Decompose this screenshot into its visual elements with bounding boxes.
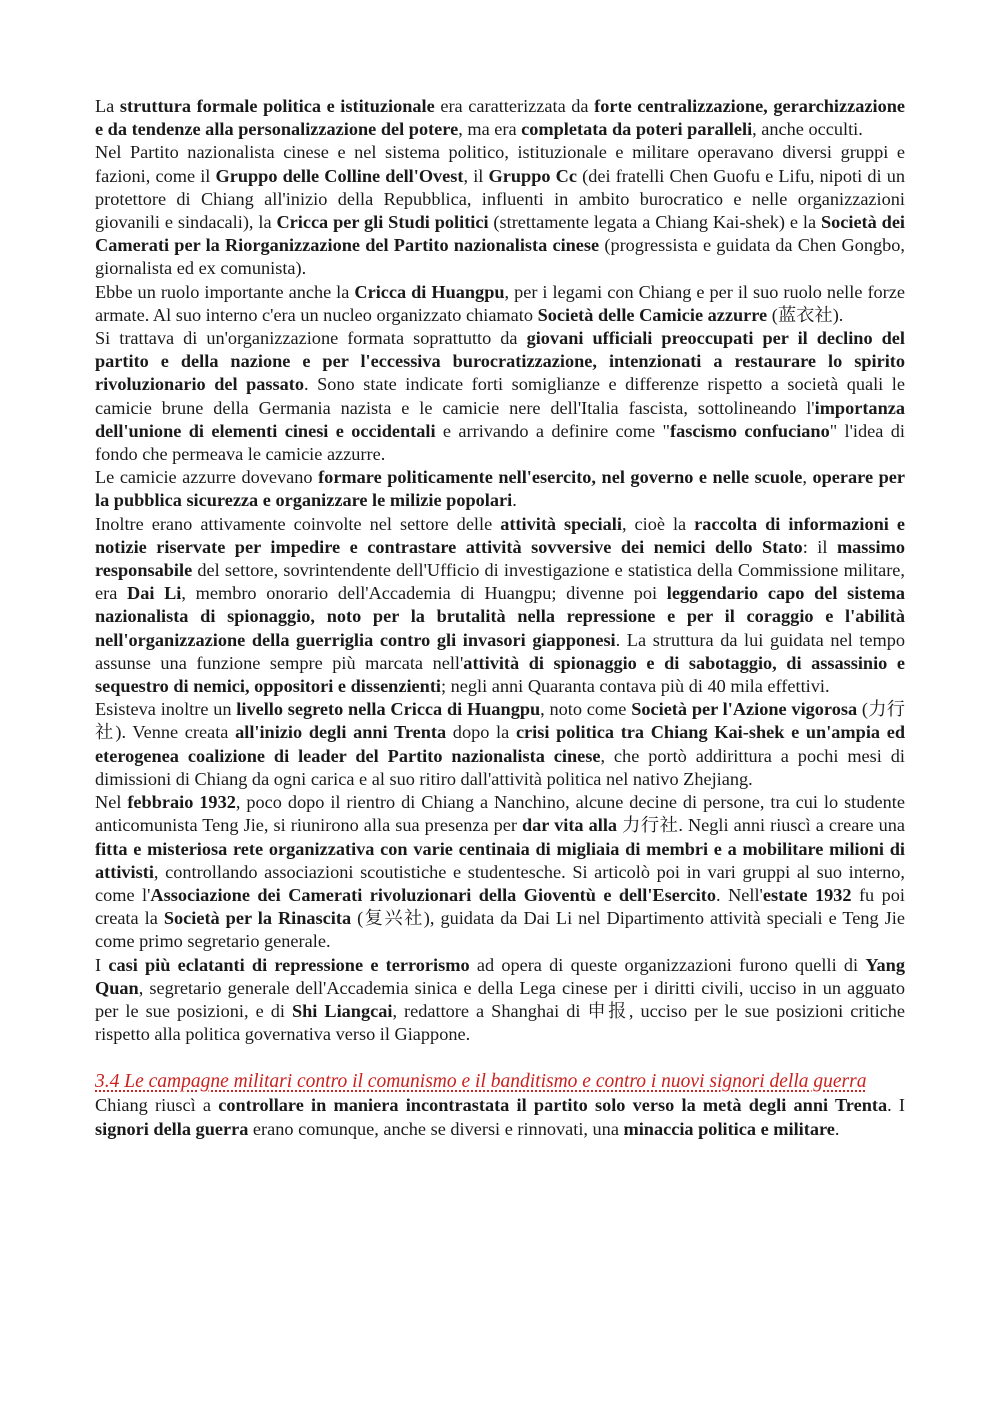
text-run: ; negli anni Quaranta contava più di 40 mila effettivi. <box>441 676 830 697</box>
bold-text-run: Società delle Camicie azzurre <box>537 304 768 325</box>
paragraph <box>95 791 905 953</box>
bold-text-run: all'inizio degli anni Trenta <box>235 722 447 743</box>
bold-text-run: fitta e misteriosa rete organizzativa con varie centinaia di migliaia di membri e a mobilitare milioni di attivisti <box>95 838 905 882</box>
text-run: . Sono state indicate forti somiglianze e differenze rispetto a società quali le camicie brune della Germania nazista e le camicie nere dell'Italia fascista, sottolineando l' <box>95 374 905 418</box>
bold-text-run: Yang Quan <box>95 954 905 998</box>
text-run: . La struttura da lui guidata nel tempo assunse una funzione sempre più marcata nell' <box>95 629 905 673</box>
bold-text-run: Shi Liangcai <box>291 1000 393 1021</box>
bold-text-run: Cricca di Huangpu <box>354 281 505 302</box>
paragraph <box>95 281 905 327</box>
text-run: , segretario generale dell'Accademia sinica e della Lega cinese per i diritti civili, ucciso in un agguato per le sue posizioni, e di <box>95 977 905 1021</box>
bold-text-run: dar vita alla <box>522 815 618 836</box>
bold-text-run: attività di spionaggio e di sabotaggio, di assassinio e sequestro di nemici, oppositori e dissenzienti <box>95 652 905 697</box>
text-run: " l'idea di fondo che permeava le camicie azzurre. <box>95 420 905 465</box>
text-run: ad opera di queste organizzazioni furono quelli di <box>469 954 866 975</box>
bold-text-run: fascismo confuciano <box>670 420 830 441</box>
text-run: . Nell' <box>716 884 763 905</box>
text-run: Le camicie azzurre dovevano <box>95 467 319 488</box>
text-run: . <box>512 490 517 511</box>
text-run: I <box>95 954 109 975</box>
section-heading: 3.4 Le campagne militari contro il comunismo e il banditismo e contro i nuovi signori della guerra <box>95 1071 867 1093</box>
text-run: , membro onorario dell'Accademia di Huangpu; divenne poi <box>181 583 667 604</box>
text-run: , il <box>463 165 489 186</box>
bold-text-run: Società per l'Azione vigorosa <box>631 699 858 720</box>
text-run: Ebbe un ruolo importante anche la <box>95 281 355 302</box>
text-run: , anche occulti. <box>752 119 863 140</box>
bold-text-run: Società dei Camerati per la Riorganizzazione del Partito nazionalista cinese <box>95 212 906 256</box>
bold-text-run: completata da poteri paralleli <box>521 119 753 140</box>
document-page <box>95 95 905 1141</box>
bold-text-run: Società per la Rinascita <box>163 908 352 929</box>
paragraph <box>95 954 905 1047</box>
body-text <box>95 95 905 1046</box>
text-run: Si trattava di un'organizzazione formata soprattutto da <box>95 328 527 349</box>
text-run: Chiang riuscì a <box>95 1095 219 1116</box>
bold-text-run: operare per la pubblica sicurezza e organizzare le milizie popolari <box>95 467 906 511</box>
text-run: , poco dopo il rientro di Chiang a Nanchino, alcune decine di persone, tra cui lo studente anticomunista Teng Jie, si riunirono alla sua presenza per <box>95 792 905 836</box>
bold-text-run: signori della guerra <box>95 1118 249 1139</box>
bold-text-run: Dai Li <box>127 583 182 604</box>
text-run: , cioè la <box>621 513 695 534</box>
bold-text-run: formare politicamente nell'esercito, nel governo e nelle scuole <box>318 467 803 488</box>
bold-text-run: Gruppo delle Colline dell'Ovest <box>215 165 464 186</box>
paragraph <box>95 698 905 791</box>
bold-text-run: forte centralizzazione, gerarchizzazione e da tendenze alla personalizzazione del potere <box>95 96 905 140</box>
text-run: , per i legami con Chiang e per il suo ruolo nelle forze armate. Al suo interno c'era un nucleo organizzato chiamato <box>95 281 905 325</box>
bold-text-run: estate 1932 <box>762 884 852 905</box>
paragraph <box>95 327 905 466</box>
bold-text-run: struttura formale politica e istituzionale <box>119 96 435 116</box>
bold-text-run: minaccia politica e militare <box>623 1118 835 1139</box>
text-run: (dei fratelli Chen Guofu e Lifu, nipoti di un protettore di Chiang all'inizio della Repubblica, influenti in ambito burocratico e nelle organizzazioni giovanili e sindacali), la <box>95 165 905 233</box>
bold-text-run: casi più eclatanti di repressione e terrorismo <box>108 954 470 975</box>
text-run: (力行社). Venne creata <box>95 699 905 743</box>
paragraph <box>95 95 905 141</box>
bold-text-run: controllare in maniera incontrastata il partito solo verso la metà degli anni Trenta <box>218 1095 888 1116</box>
text-run: Esisteva inoltre un <box>95 699 237 720</box>
text-run: , <box>802 467 813 488</box>
text-run: Nel Partito nazionalista cinese e nel sistema politico, istituzionale e militare operavano diversi gruppi e fazioni, come il <box>95 142 905 186</box>
text-run: era caratterizzata da <box>434 96 595 116</box>
paragraph <box>95 466 905 512</box>
text-run: : il <box>802 536 837 557</box>
text-run: , che portò addirittura a pochi mesi di dimissioni di Chiang da ogni carica e al suo ritiro dall'attività politica nel nativo Zhejiang. <box>95 745 905 789</box>
text-run: erano comunque, anche se diversi e rinnovati, una <box>248 1118 624 1139</box>
text-run: Inoltre erano attivamente coinvolte nel settore delle <box>95 513 501 534</box>
text-run: fu poi creata la <box>95 884 905 929</box>
paragraph <box>95 513 905 699</box>
text-run: (progressista e guidata da Chen Gongbo, giornalista ed ex comunista). <box>95 235 905 279</box>
bold-text-run: crisi politica tra Chiang Kai-shek e un'ampia ed eterogenea coalizione di leader del Partito nazionalista cinese <box>95 722 906 766</box>
paragraph <box>95 141 905 280</box>
text-run: e arrivando a definire come " <box>435 420 670 441</box>
bold-text-run: leggendario capo del sistema nazionalista di spionaggio, noto per la brutalità nella repressione e per il coraggio e l'abilità nell'organizzazione della guerriglia contro gli invasori giapponesi <box>95 583 905 650</box>
bold-text-run: febbraio 1932 <box>127 792 236 813</box>
bold-text-run: importanza dell'unione di elementi cinesi e occidentali <box>95 397 905 441</box>
text-run: . <box>834 1118 840 1139</box>
text-run: dopo la <box>446 722 516 743</box>
text-run: La <box>95 96 120 116</box>
text-run: del settore, sovrintendente dell'Ufficio di investigazione e statistica della Commissione militare, era <box>95 560 905 604</box>
bold-text-run: Gruppo Cc <box>488 165 577 186</box>
text-run: Nel <box>95 792 128 813</box>
bold-text-run: Associazione dei Camerati rivoluzionari della Gioventù e dell'Esercito <box>150 884 717 905</box>
bold-text-run: attività speciali <box>500 513 622 534</box>
bold-text-run: massimo responsabile <box>95 536 905 581</box>
text-run: (蓝衣社). <box>767 304 844 325</box>
text-run: , noto come <box>540 699 632 720</box>
text-run: (strettamente legata a Chiang Kai-shek) e la <box>488 212 821 233</box>
bold-text-run: livello segreto nella Cricca di Huangpu <box>236 699 541 720</box>
text-run: , controllando associazioni scoutistiche e studentesche. Si articolò poi in vari gruppi al suo interno, come l' <box>95 861 905 905</box>
text-run: (复兴社), guidata da Dai Li nel Dipartimento attività speciali e Teng Jie come primo segretario generale. <box>95 908 905 952</box>
final-paragraph <box>95 1094 905 1140</box>
bold-text-run: raccolta di informazioni e notizie riservate per impedire e contrastare attività sovversive dei nemici dello Stato <box>95 513 905 557</box>
bold-text-run: giovani ufficiali preoccupati per il declino del partito e della nazione e per l'eccessiva burocratizzazione, intenzionati a restaurare lo spirito rivoluzionario del passato <box>95 328 905 395</box>
text-run: 力行社. Negli anni riuscì a creare una <box>617 815 905 836</box>
text-run: , redattore a Shanghai di 申报, ucciso per le sue posizioni critiche rispetto alla politica governativa verso il Giappone. <box>95 1000 906 1045</box>
text-run: . I <box>887 1095 905 1116</box>
bold-text-run: Cricca per gli Studi politici <box>276 212 489 233</box>
text-run: , ma era <box>458 119 522 140</box>
